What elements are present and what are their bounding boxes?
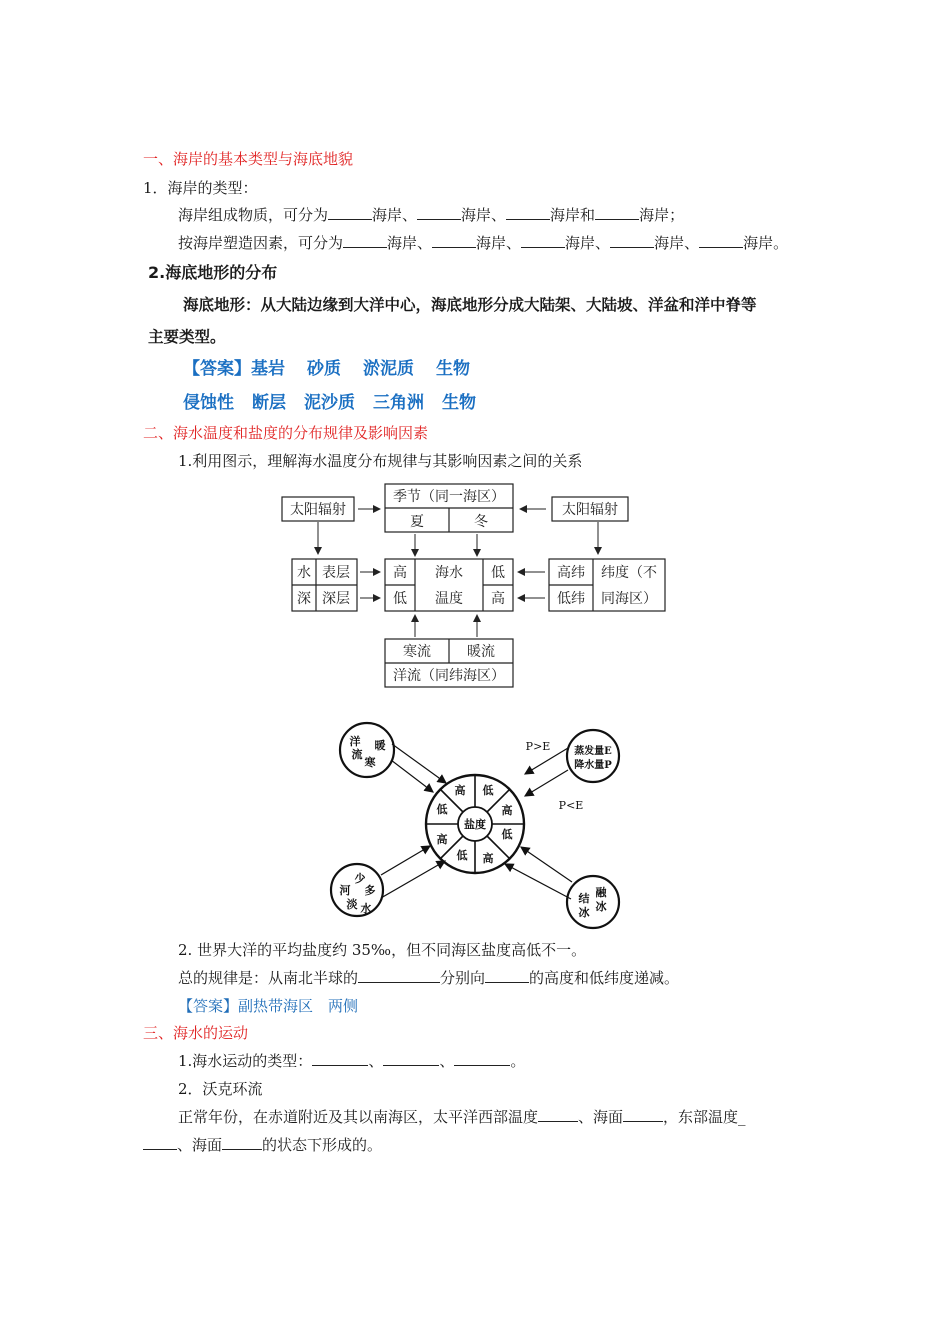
surface-text: 表层 [322,565,350,581]
season-text: 季节（同一海区） [393,489,505,505]
line-a-3: ，东部温度_ [663,1108,746,1126]
section2-title: 二、海水温度和盐度的分布规律及影响因素 [143,424,429,442]
line1-sep1: 海岸、 [372,206,418,224]
rule-mid: 分别向 [440,969,486,987]
answer-item: 淤泥质 [363,359,414,379]
water-text: 水 [297,565,311,581]
q2-text-a: 海底地形：从大陆边缘到大洋中心，海底地形分成大陆架、大陆坡、洋盆和洋中脊等 [183,296,757,314]
blank[interactable] [143,1135,177,1150]
low1-text: 低 [393,591,407,607]
answer-item: 三角洲 [373,393,424,413]
walker-line-b [143,1135,382,1155]
blank[interactable] [383,1051,439,1066]
line2-sep: 海岸、 [654,234,700,252]
coast-material-line [178,205,684,225]
blank[interactable] [222,1135,262,1150]
answer-item: 【答案】基岩 [183,359,285,379]
s2-rule [178,968,679,988]
precipitation-text: 降水量P [574,760,612,771]
evaporation-text: 蒸发量E [574,746,612,757]
ring-label: 高 [454,784,466,797]
river-char: 多 [364,884,376,897]
river-char: 少 [354,872,366,885]
pe-label: P>E [525,740,551,753]
depth-text: 深 [297,591,311,607]
answer-item: 侵蚀性 [183,393,234,413]
river-char: 淡 [346,898,358,911]
section3-title: 三、海水的运动 [143,1024,249,1042]
blank[interactable] [417,205,461,220]
line-a-1: 正常年份，在赤道附近及其以南海区，太平洋西部温度 [178,1108,539,1126]
ring-label: 高 [436,833,448,846]
walker-line-a [178,1107,746,1127]
temperature-text: 温度 [435,591,463,607]
sun-left-text: 太阳辐射 [290,502,346,518]
s3-q2: 2．沃克环流 [178,1080,263,1098]
ring-label: 高 [482,852,494,865]
temperature-diagram [270,478,680,693]
salinity-center: 盐度 [464,818,486,831]
ice-char: 融 [595,886,607,899]
cold-char: 寒 [364,756,376,769]
deep-text: 深层 [322,591,350,607]
s2-answer: 【答案】副热带海区 两侧 [178,997,359,1015]
river-char: 水 [360,902,372,915]
rule-prefix: 总的规律是：从南北半球的 [178,969,359,987]
high2-text: 高 [491,591,505,607]
low-lat-text: 低纬 [557,591,585,607]
sep: 、 [439,1052,455,1070]
blank[interactable] [312,1051,368,1066]
blank[interactable] [521,233,565,248]
line2-prefix: 按海岸塑造因素，可分为 [178,234,344,252]
blank[interactable] [454,1051,510,1066]
line2-suffix: 海岸。 [743,234,789,252]
rule-suffix: 的高度和低纬度递减。 [529,969,680,987]
high1-text: 高 [393,565,407,581]
q2-label: 2.海底地形的分布 [148,263,278,282]
blank[interactable] [506,205,550,220]
latitude1-text: 纬度（不 [601,565,657,581]
warm-text: 暖流 [467,644,495,660]
answer-row1 [183,359,470,379]
s3-q1 [178,1051,525,1071]
summer-text: 夏 [410,514,424,530]
ring-label: 低 [501,828,513,841]
latitude2-text: 同海区） [601,591,657,607]
line2-sep: 海岸、 [565,234,611,252]
end: 。 [510,1052,526,1070]
answer-item: 砂质 [307,359,341,379]
line1-suffix: 海岸； [639,206,685,224]
line-a-2: 、海面 [578,1108,624,1126]
s2-q2: 2. 世界大洋的平均盐度约 35‰，但不同海区盐度高低不一。 [178,941,587,959]
ring-label: 高 [501,804,513,817]
blank[interactable] [538,1107,578,1122]
sep: 、 [368,1052,384,1070]
answer-item: 断层 [252,393,286,413]
salinity-diagram [325,712,630,932]
winter-text: 冬 [474,514,488,530]
current-char: 洋 [349,735,361,748]
ice-char: 冰 [595,900,607,913]
seawater-text: 海水 [435,565,463,581]
ring-label: 低 [456,849,468,862]
cold-text: 寒流 [403,644,431,660]
answer-item: 生物 [436,359,470,379]
ice-char: 冰 [578,906,590,919]
line-b-1: 、海面 [177,1136,223,1154]
section1-title: 一、海岸的基本类型与海底地貌 [143,150,354,168]
current-text: 洋流（同纬海区） [393,668,505,684]
coast-shaping-line [178,233,788,253]
line1-sep3: 海岸和 [550,206,596,224]
blank[interactable] [485,968,529,983]
current-char: 流 [351,748,363,761]
q2-text-b: 主要类型。 [148,328,226,346]
blank[interactable] [610,233,654,248]
line2-sep: 海岸、 [387,234,433,252]
answer-item: 泥沙质 [304,393,355,413]
river-char: 河 [339,884,351,897]
high-lat-text: 高纬 [557,565,585,581]
sun-right-text: 太阳辐射 [562,502,618,518]
blank[interactable] [358,968,440,983]
q1-label: 1．海岸的类型： [143,179,258,197]
ice-char: 结 [578,892,590,905]
line1-prefix: 海岸组成物质，可分为 [178,206,329,224]
s2-q1: 1.利用图示，理解海水温度分布规律与其影响因素之间的关系 [178,452,583,470]
blank[interactable] [699,233,743,248]
q1-prefix: 1.海水运动的类型： [178,1052,313,1070]
blank[interactable] [343,233,387,248]
ring-label: 低 [482,784,494,797]
low2-text: 低 [491,565,505,581]
line1-sep2: 海岸、 [461,206,507,224]
blank[interactable] [623,1107,663,1122]
blank[interactable] [328,205,372,220]
pe-label: P<E [558,799,584,812]
line-b-2: 的状态下形成的。 [262,1136,383,1154]
answer-item: 生物 [442,393,476,413]
answer-row2 [183,393,476,413]
line2-sep: 海岸、 [476,234,522,252]
blank[interactable] [432,233,476,248]
blank[interactable] [595,205,639,220]
warm-char: 暖 [374,739,386,752]
ring-label: 低 [436,803,448,816]
